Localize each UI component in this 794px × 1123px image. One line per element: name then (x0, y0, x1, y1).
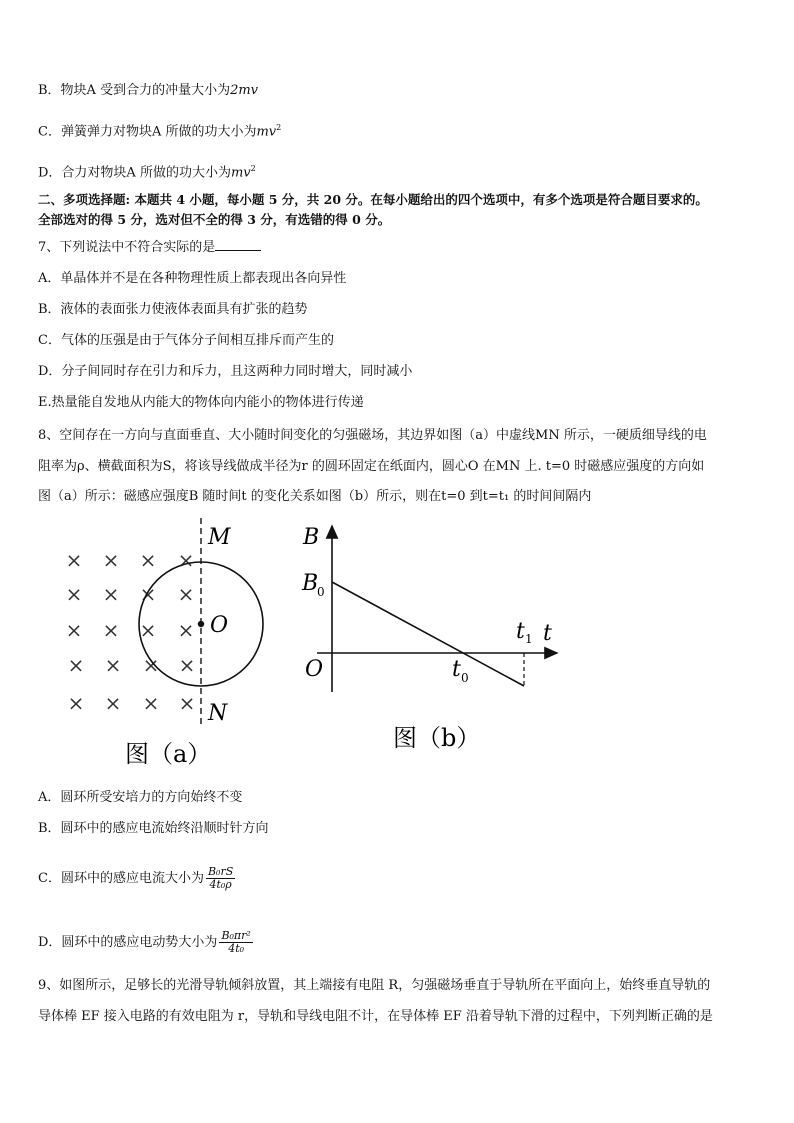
field-cross: × (177, 582, 195, 606)
field-cross: × (178, 691, 196, 715)
q7-option-d: D．分子间同时存在引力和斥力，且这两种力同时增大，同时减小 (38, 364, 413, 379)
center-point (198, 621, 204, 627)
fraction-denominator: 4t₀ (228, 942, 245, 955)
field-cross: × (65, 582, 83, 606)
label-t1-sub: 1 (525, 632, 533, 646)
field-cross: × (104, 653, 122, 677)
label-o: O (210, 613, 229, 638)
q8-stem-line3: 图（a）所示：磁感应强度B 随时间t 的变化关系如图（b）所示，则在t=0 到t=t₁ 的时间间隔内 (38, 489, 592, 504)
field-cross: × (139, 548, 157, 572)
field-cross: × (67, 691, 85, 715)
option-text: C．弹簧弹力对物块A 所做的功大小为 (38, 124, 257, 140)
option-text: D．圆环中的感应电动势大小为 (38, 935, 218, 950)
q7-stem-text: 7、下列说法中不符合实际的是 (38, 240, 216, 255)
label-t0-sub: 0 (461, 671, 469, 685)
q7-option-b: B．液体的表面张力使液体表面具有扩张的趋势 (38, 302, 308, 317)
field-cross: × (142, 653, 160, 677)
q7-option-c: C．气体的压强是由于气体分子间相互排斥而产生的 (38, 333, 334, 348)
q8-option-a: A．圆环所受安培力的方向始终不变 (38, 790, 243, 805)
figure-a (50, 512, 280, 772)
fraction (219, 930, 252, 955)
label-n: N (208, 701, 228, 726)
answer-blank (215, 238, 261, 251)
math-expr: mv (230, 165, 251, 181)
q8-option-b: B．圆环中的感应电流始终沿顺时针方向 (38, 821, 269, 836)
math-expr: mv (256, 124, 277, 140)
fraction (206, 866, 235, 891)
caption-a: 图（a） (125, 740, 212, 768)
field-cross: × (65, 618, 83, 642)
fraction-numerator: B₀rS (207, 865, 234, 878)
math-exponent: 2 (276, 123, 282, 132)
q9-stem-line1: 9、如图所示，足够长的光滑导轨倾斜放置，其上端接有电阻 R，匀强磁场垂直于导轨所在平面向上，始终垂直导轨的 (38, 978, 711, 993)
q9-stem-line2: 导体棒 EF 接入电路的有效电阻为 r，导轨和导线电阻不计，在导体棒 EF 沿着导轨下滑的过程中，下列判断正确的是 (38, 1009, 713, 1024)
field-cross: × (102, 582, 120, 606)
q7-option-e: E.热量能自发地从内能大的物体向内能小的物体进行传递 (38, 395, 364, 410)
option-text: D．合力对物块A 所做的功大小为 (38, 165, 231, 181)
label-b0: B (302, 571, 319, 596)
field-cross: × (65, 548, 83, 572)
section-heading-line1: 二、多项选择题: 本题共 4 小题，每小题 5 分，共 20 分。在每小题给出的四个选项中，有多个选项是符合题目要求的。 (38, 192, 708, 207)
label-m: M (208, 525, 231, 550)
field-cross: × (104, 691, 122, 715)
q8-stem-line2: 阻率为ρ、横截面积为S，将该导线做成半径为r 的圆环固定在纸面内，圆心O 在MN 上. t=0 时磁感应强度的方向如 (38, 459, 705, 474)
caption-b: 图（b） (393, 724, 481, 752)
field-cross: × (142, 691, 160, 715)
q8-option-c (38, 866, 235, 891)
field-cross: × (177, 548, 195, 572)
q8-option-d (38, 930, 253, 955)
q7-option-a: A．单晶体并不是在各种物理性质上都表现出各向异性 (38, 271, 347, 286)
field-cross: × (139, 618, 157, 642)
option-b-prev (38, 82, 258, 100)
field-cross: × (102, 618, 120, 642)
label-b: B (303, 525, 320, 550)
option-text: C．圆环中的感应电流大小为 (38, 871, 204, 886)
q7-stem (38, 238, 261, 257)
option-text: B．物块A 受到合力的冲量大小为 (38, 83, 231, 98)
field-cross: × (178, 653, 196, 677)
math-exponent: 2 (250, 164, 256, 173)
section-heading-line2: 全部选对的得 5 分，选对但不全的得 3 分，有选错的得 0 分。 (38, 212, 391, 227)
label-t1: t (516, 619, 525, 644)
math-expr: 2mv (230, 83, 259, 98)
label-b0-sub: 0 (317, 585, 325, 599)
field-cross: × (177, 618, 195, 642)
option-c-prev (38, 119, 281, 141)
fraction-denominator: 4t₀ρ (209, 878, 232, 891)
field-cross: × (102, 548, 120, 572)
fraction-numerator: B₀πr² (221, 929, 251, 942)
option-d-prev (38, 160, 256, 182)
figure-b (295, 512, 570, 762)
field-cross: × (67, 653, 85, 677)
field-cross: × (139, 582, 157, 606)
label-origin: O (305, 657, 324, 682)
label-t: t (543, 621, 552, 646)
q8-stem-line1: 8、空间存在一方向与直面垂直、大小随时间变化的匀强磁场，其边界如图（a）中虚线MN 所示，一硬质细导线的电 (38, 428, 707, 443)
label-t0: t (452, 657, 461, 682)
b-t-line (332, 582, 524, 686)
